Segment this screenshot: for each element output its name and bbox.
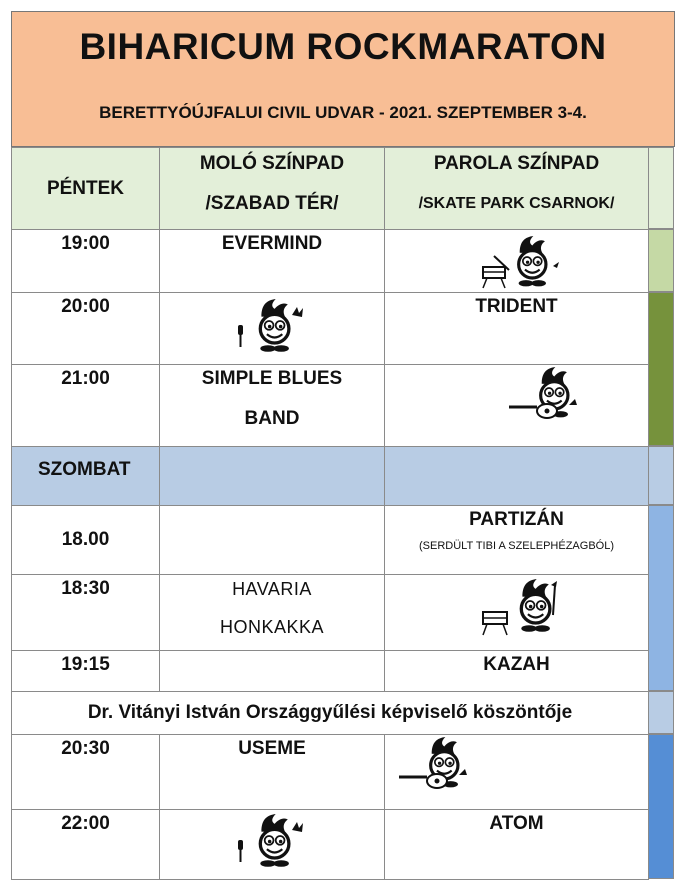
stage1-act <box>160 506 385 575</box>
day-label-friday: PÉNTEK <box>12 148 160 230</box>
mascot-drummer-icon <box>465 575 569 639</box>
mascot-singer-icon <box>232 810 312 874</box>
stage1-header <box>160 148 385 230</box>
schedule-row <box>12 651 649 692</box>
stage1-act: USEME <box>160 735 385 810</box>
sidebar-segment <box>648 734 674 879</box>
schedule-table <box>11 147 649 880</box>
friday-header-row <box>12 148 649 230</box>
time-cell: 21:00 <box>12 365 160 447</box>
poster-subtitle: BERETTYÓÚJFALUI CIVIL UDVAR - 2021. SZEPTEMBER 3-4. <box>99 103 587 122</box>
stage1-act <box>160 810 385 880</box>
schedule-row <box>12 506 649 575</box>
stage1-name: MOLÓ SZÍNPAD <box>199 153 345 174</box>
saturday-stage1-empty <box>160 447 385 506</box>
poster-title: BIHARICUM ROCKMARATON <box>79 26 607 67</box>
mascot-guitarist-icon <box>397 735 477 797</box>
saturday-header-row <box>12 447 649 506</box>
schedule-frame <box>11 11 675 881</box>
stage2-act: TRIDENT <box>385 293 649 365</box>
greeting-row <box>12 692 649 735</box>
sidebar-segment <box>648 292 674 446</box>
time-cell: 19:00 <box>12 230 160 293</box>
schedule-row <box>12 810 649 880</box>
time-cell: 20:00 <box>12 293 160 365</box>
poster-header <box>11 11 675 147</box>
stage2-subtitle: /SKATE PARK CSARNOK/ <box>418 195 615 212</box>
sidebar-segment <box>648 147 674 229</box>
stage2-act <box>385 230 649 293</box>
stage2-act <box>385 735 649 810</box>
act-note: (SERDÜLT TIBI A SZELEPHÉZAGBÓL) <box>418 540 614 552</box>
greeting-text: Dr. Vitányi István Országgyűlési képviselő köszöntője <box>12 692 649 735</box>
mascot-drummer-icon <box>465 230 569 290</box>
sidebar-segment <box>648 505 674 691</box>
saturday-stage2-empty <box>385 447 649 506</box>
sidebar-segment <box>648 691 674 734</box>
stage1-act <box>160 651 385 692</box>
schedule-row <box>12 293 649 365</box>
stage2-name: PAROLA SZÍNPAD <box>433 153 600 174</box>
time-cell: 20:30 <box>12 735 160 810</box>
time-cell: 18:30 <box>12 575 160 651</box>
stage2-act: ATOM <box>385 810 649 880</box>
stage2-header <box>385 148 649 230</box>
mascot-singer-icon <box>232 295 312 359</box>
time-cell: 18.00 <box>12 506 160 575</box>
mascot-guitarist-icon <box>507 365 587 427</box>
stage1-act: SIMPLE BLUES BAND <box>160 365 385 447</box>
stage1-subtitle: /SZABAD TÉR/ <box>205 193 339 214</box>
schedule-row <box>12 735 649 810</box>
sidebar-segment <box>648 446 674 505</box>
schedule-row <box>12 575 649 651</box>
time-cell: 19:15 <box>12 651 160 692</box>
stage2-act: KAZAH <box>385 651 649 692</box>
stage2-act <box>385 365 649 447</box>
time-cell: 22:00 <box>12 810 160 880</box>
schedule-row <box>12 365 649 447</box>
stage1-act: HAVARIA HONKAKKA <box>160 575 385 651</box>
stage1-act: EVERMIND <box>160 230 385 293</box>
stage1-act <box>160 293 385 365</box>
sidebar-segment <box>648 229 674 292</box>
stage2-act <box>385 575 649 651</box>
schedule-row <box>12 230 649 293</box>
stage2-act: PARTIZÁN (SERDÜLT TIBI A SZELEPHÉZAGBÓL) <box>385 506 649 575</box>
day-label-saturday: SZOMBAT <box>12 447 160 506</box>
